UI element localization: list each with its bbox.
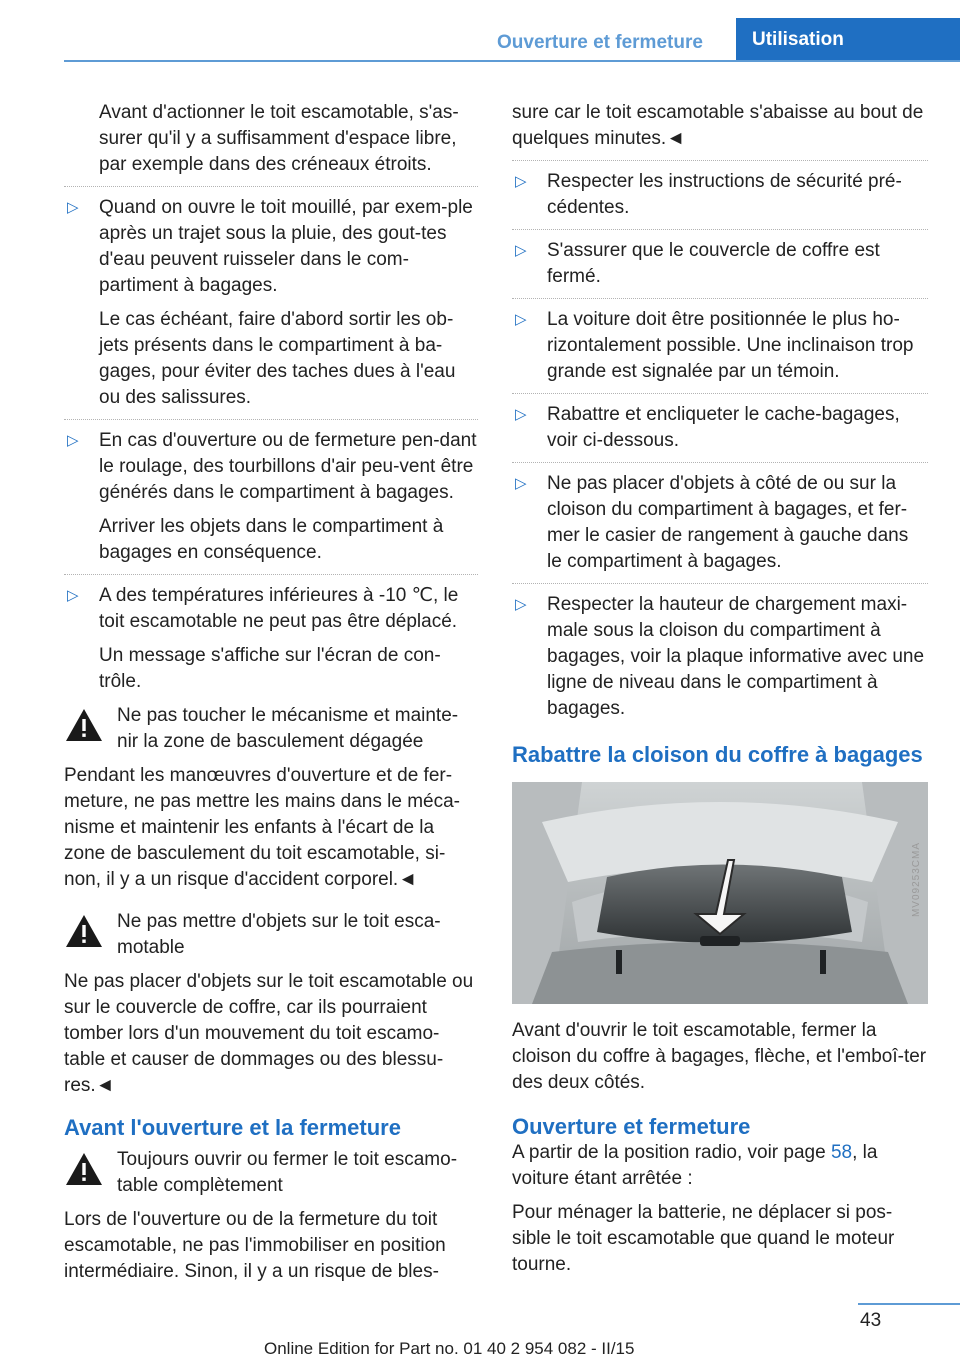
bullet-item xyxy=(512,402,928,454)
divider xyxy=(512,229,928,230)
divider xyxy=(512,583,928,584)
paragraph: Avant d'actionner le toit escamotable, s'as-surer qu'il y a suffisamment d'espace libre, par exemple dans des créneaux étroits. xyxy=(99,102,459,175)
header-rule xyxy=(64,60,960,62)
divider xyxy=(512,160,928,161)
divider xyxy=(64,574,478,575)
left-column xyxy=(64,100,478,1301)
warning-triangle-icon xyxy=(64,1151,104,1187)
bullet-text: A des températures inférieures à -10 ℃, le toit escamotable ne peut pas être déplacé. xyxy=(99,585,459,632)
warning-block xyxy=(64,1147,478,1199)
triangle-bullet-icon: ▷ xyxy=(67,199,79,216)
bullet-item xyxy=(512,238,928,290)
text-span: A partir de la position radio, voir page xyxy=(512,1142,831,1163)
warning-text: Pendant les manœuvres d'ouverture et de fer-meture, ne pas mettre les mains dans le méca-nisme et maintenir les enfants à l'écart de la zone de basculement du toit escamotable, si-non, il y a un risque d'accident corporel.◄ xyxy=(64,765,461,890)
bullet-item xyxy=(512,471,928,575)
paragraph: Pour ménager la batterie, ne déplacer si pos-sible le toit escamotable que quand le moteur tourne. xyxy=(512,1202,895,1275)
divider xyxy=(64,186,478,187)
header-section-title: Ouverture et fermeture xyxy=(497,32,703,53)
section-heading: Rabattre la cloison du coffre à bagages xyxy=(512,742,923,767)
trunk-partition-photo xyxy=(512,782,928,1004)
warning-triangle-icon xyxy=(64,913,104,949)
warning-block xyxy=(64,703,478,755)
bullet-continuation: Le cas échéant, faire d'abord sortir les ob-jets présents dans le compartiment à ba-gages, pour éviter des taches dues à l'eau ou des salissures. xyxy=(99,309,456,408)
header-chapter-tab: Utilisation xyxy=(736,18,960,62)
bullet-text: En cas d'ouverture ou de fermeture pen-dant le roulage, des tourbillons d'air peu-vent être générés dans le compartiment à bagages. xyxy=(99,430,477,503)
paragraph: sure car le toit escamotable s'abaisse au bout de quelques minutes.◄ xyxy=(512,102,924,149)
paragraph: Avant d'ouvrir le toit escamotable, fermer la cloison du coffre à bagages, flèche, et l'emboî-ter des deux côtés. xyxy=(512,1020,927,1093)
bullet-item xyxy=(64,195,478,411)
paragraph xyxy=(512,1140,928,1192)
triangle-bullet-icon: ▷ xyxy=(515,311,527,328)
bullet-continuation: Un message s'affiche sur l'écran de con-trôle. xyxy=(99,645,441,692)
divider xyxy=(512,298,928,299)
warning-title: Ne pas mettre d'objets sur le toit esca-motable xyxy=(117,911,441,958)
bullet-text: S'assurer que le couvercle de coffre est fermé. xyxy=(547,240,880,287)
warning-text: Ne pas placer d'objets sur le toit escamotable ou sur le couvercle de coffre, car ils pourraient tomber lors d'un mouvement du toit escamo-table et causer de dommages ou des blessu-res.◄ xyxy=(64,971,474,1096)
bullet-item xyxy=(64,428,478,566)
triangle-bullet-icon: ▷ xyxy=(515,475,527,492)
bullet-text: Respecter les instructions de sécurité pré-cédentes. xyxy=(547,171,902,218)
page-link[interactable]: 58 xyxy=(830,1142,853,1163)
triangle-bullet-icon: ▷ xyxy=(67,587,79,604)
warning-text: Lors de l'ouverture ou de la fermeture du toit escamotable, ne pas l'immobiliser en position intermédiaire. Sinon, il y a un risque de bles- xyxy=(64,1209,446,1282)
section-heading: Ouverture et fermeture xyxy=(512,1114,751,1139)
triangle-bullet-icon: ▷ xyxy=(515,173,527,190)
section-heading: Avant l'ouverture et la fermeture xyxy=(64,1115,401,1140)
triangle-bullet-icon: ▷ xyxy=(67,432,79,449)
divider xyxy=(512,393,928,394)
bullet-text: Quand on ouvre le toit mouillé, par exem-ple après un trajet sous la pluie, des gout-tes d'eau peuvent ruisseler dans le com-partiment à bagages. xyxy=(99,197,473,296)
bullet-text: Rabattre et encliqueter le cache-bagages, voir ci-dessous. xyxy=(547,404,900,451)
bullet-item xyxy=(512,169,928,221)
text-span: , la voiture étant arrêtée : xyxy=(512,1142,878,1189)
bullet-continuation: Arriver les objets dans le compartiment à bagages en conséquence. xyxy=(99,516,444,563)
right-column xyxy=(512,100,928,1286)
trunk-illustration xyxy=(512,782,928,1004)
warning-title: Toujours ouvrir ou fermer le toit escamo-table complètement xyxy=(117,1149,458,1196)
warning-triangle-icon xyxy=(64,707,104,743)
divider xyxy=(64,419,478,420)
edition-footer: Online Edition for Part no. 01 40 2 954 082 - II/15 xyxy=(264,1339,635,1358)
divider xyxy=(512,462,928,463)
warning-title: Ne pas toucher le mécanisme et mainte-nir la zone de basculement dégagée xyxy=(117,705,459,752)
triangle-bullet-icon: ▷ xyxy=(515,406,527,423)
bullet-text: Respecter la hauteur de chargement maxi-male sous la cloison du compartiment à bagages, voir la plaque informative avec une ligne de niveau dans le compartiment à bagages. xyxy=(547,594,925,719)
bullet-item xyxy=(512,592,928,722)
page-number: 43 xyxy=(860,1310,882,1331)
warning-block xyxy=(64,909,478,961)
bullet-text: Ne pas placer d'objets à côté de ou sur la cloison du compartiment à bagages, et fer-mer le casier de rangement à gauche dans le compartiment à bagages. xyxy=(547,473,909,572)
triangle-bullet-icon: ▷ xyxy=(515,242,527,259)
triangle-bullet-icon: ▷ xyxy=(515,596,527,613)
bullet-item xyxy=(64,583,478,695)
image-reference-code: MV09253CMA xyxy=(911,842,922,918)
bullet-item xyxy=(512,307,928,385)
bullet-text: La voiture doit être positionnée le plus ho-rizontalement possible. Une inclinaison trop grande est signalée par un témoin. xyxy=(547,309,914,382)
footer-rule xyxy=(858,1303,960,1305)
